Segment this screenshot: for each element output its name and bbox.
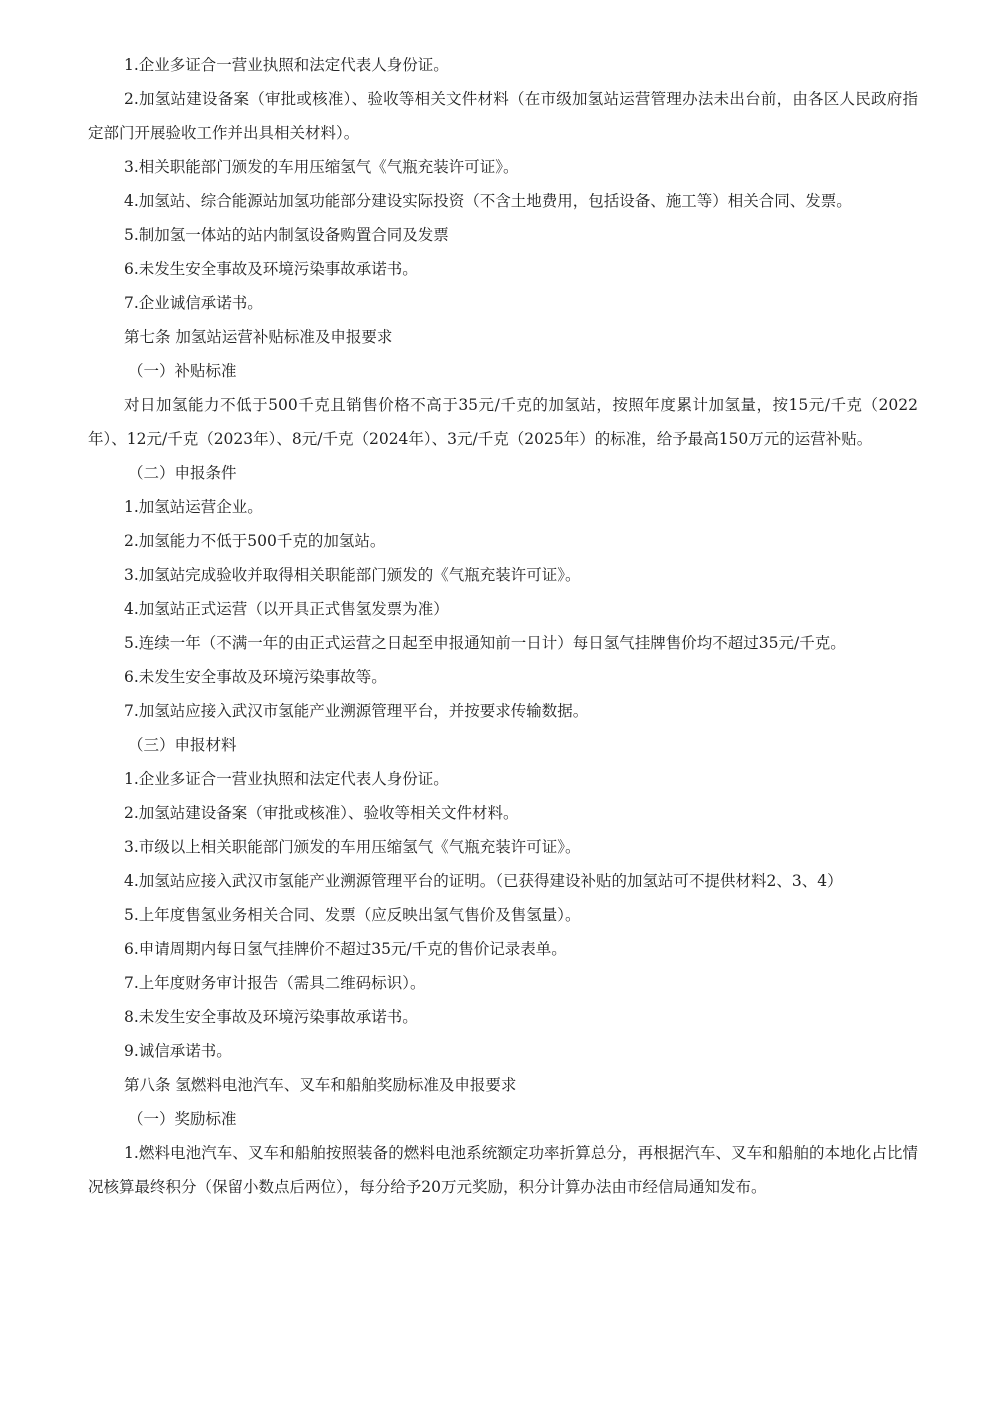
list-item: 7.企业诚信承诺书。 <box>124 294 263 312</box>
list-item: 7.上年度财务审计报告（需具二维码标识）。 <box>124 974 426 992</box>
section-heading: （二）申报条件 <box>128 464 237 482</box>
section-heading: （三）申报材料 <box>128 736 237 754</box>
document-page <box>88 48 918 1204</box>
list-item: 5.上年度售氢业务相关合同、发票（应反映出氢气售价及售氢量）。 <box>124 906 581 924</box>
list-item: 6.未发生安全事故及环境污染事故承诺书。 <box>124 260 418 278</box>
list-item: 2.加氢站建设备案（审批或核准）、验收等相关文件材料。 <box>124 804 519 822</box>
list-item: 1.企业多证合一营业执照和法定代表人身份证。 <box>124 770 449 788</box>
list-item: 7.加氢站应接入武汉市氢能产业溯源管理平台，并按要求传输数据。 <box>124 702 589 720</box>
list-item: 6.未发生安全事故及环境污染事故等。 <box>124 668 387 686</box>
list-item: 5.制加氢一体站的站内制氢设备购置合同及发票 <box>124 226 449 244</box>
list-item: 1.企业多证合一营业执照和法定代表人身份证。 <box>124 56 449 74</box>
list-item: 3.加氢站完成验收并取得相关职能部门颁发的《气瓶充装许可证》。 <box>124 566 581 584</box>
article-heading: 第八条 氢燃料电池汽车、叉车和船舶奖励标准及申报要求 <box>124 1076 517 1094</box>
section-heading: （一）奖励标准 <box>128 1110 237 1128</box>
section-heading: （一）补贴标准 <box>128 362 237 380</box>
list-item: 1.燃料电池汽车、叉车和船舶按照装备的燃料电池系统额定功率折算总分，再根据汽车、叉车和船舶的本地化占比情况核算最终积分（保留小数点后两位），每分给予20万元奖励，积分计算办法由市经信局通知发布。 <box>88 1144 918 1196</box>
list-item: 3.相关职能部门颁发的车用压缩氢气《气瓶充装许可证》。 <box>124 158 519 176</box>
list-item: 4.加氢站、综合能源站加氢功能部分建设实际投资（不含土地费用，包括设备、施工等）相关合同、发票。 <box>124 192 852 210</box>
list-item: 6.申请周期内每日氢气挂牌价不超过35元/千克的售价记录表单。 <box>124 940 567 958</box>
body-paragraph: 对日加氢能力不低于500千克且销售价格不高于35元/千克的加氢站，按照年度累计加氢量，按15元/千克（2022年）、12元/千克（2023年）、8元/千克（2024年）、3元/千克（2025年）的标准，给予最高150万元的运营补贴。 <box>88 396 918 448</box>
list-item: 2.加氢能力不低于500千克的加氢站。 <box>124 532 386 550</box>
list-item: 2.加氢站建设备案（审批或核准）、验收等相关文件材料（在市级加氢站运营管理办法未出台前，由各区人民政府指定部门开展验收工作并出具相关材料）。 <box>88 90 918 142</box>
list-item: 1.加氢站运营企业。 <box>124 498 263 516</box>
list-item: 4.加氢站正式运营（以开具正式售氢发票为准） <box>124 600 449 618</box>
list-item: 8.未发生安全事故及环境污染事故承诺书。 <box>124 1008 418 1026</box>
list-item: 3.市级以上相关职能部门颁发的车用压缩氢气《气瓶充装许可证》。 <box>124 838 581 856</box>
list-item: 5.连续一年（不满一年的由正式运营之日起至申报通知前一日计）每日氢气挂牌售价均不超过35元/千克。 <box>124 634 846 652</box>
article-heading: 第七条 加氢站运营补贴标准及申报要求 <box>124 328 393 346</box>
list-item: 4.加氢站应接入武汉市氢能产业溯源管理平台的证明。（已获得建设补贴的加氢站可不提供材料2、3、4） <box>124 872 843 890</box>
list-item: 9.诚信承诺书。 <box>124 1042 232 1060</box>
